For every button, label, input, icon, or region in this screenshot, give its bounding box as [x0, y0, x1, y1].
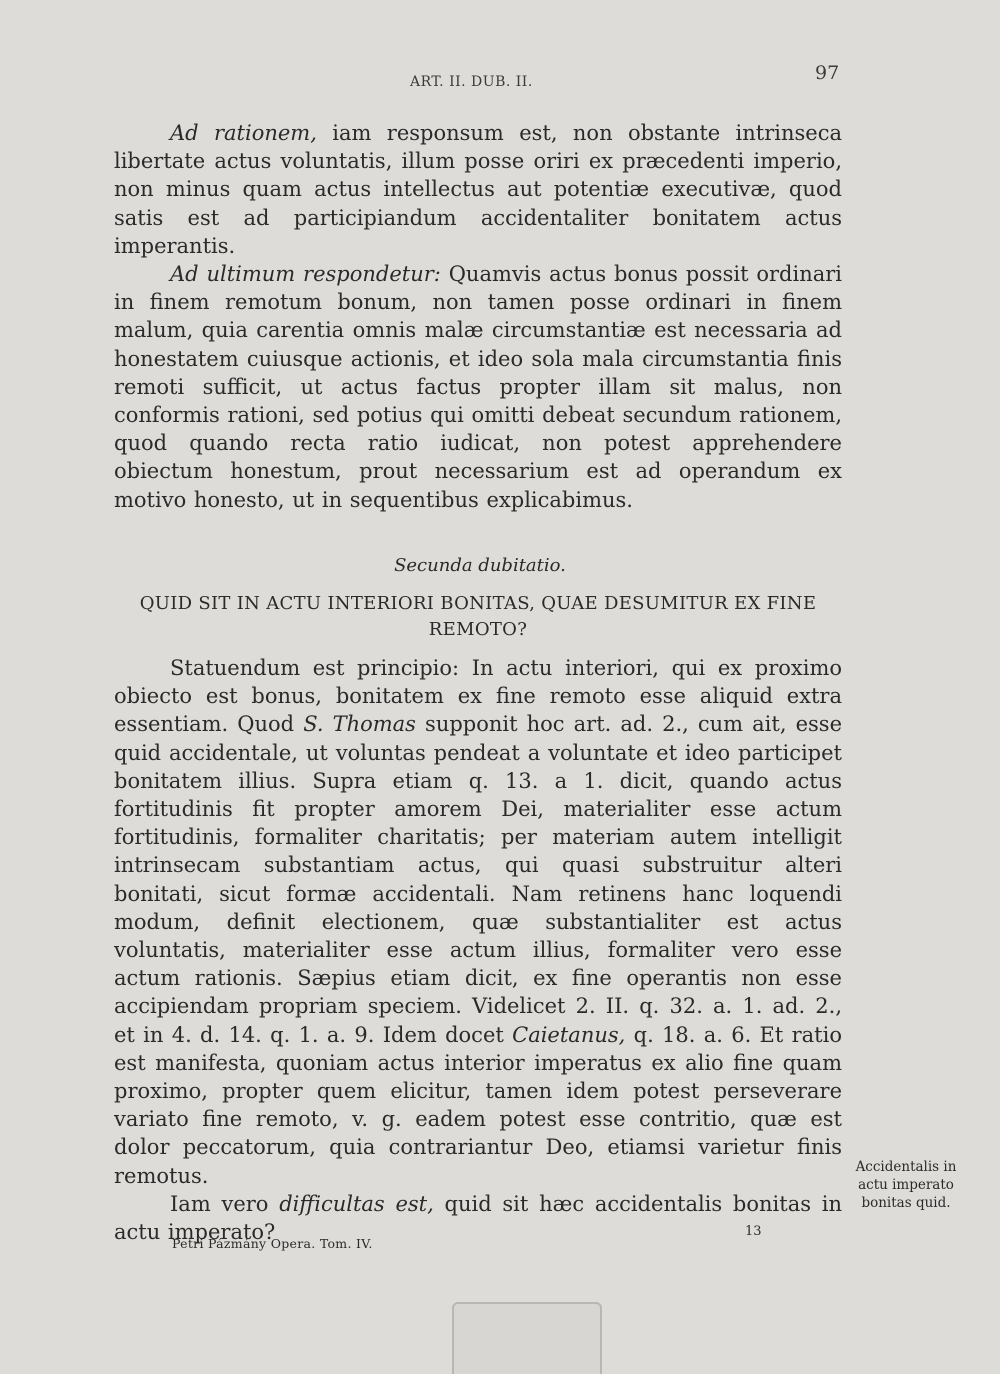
paragraph-text: Quamvis actus bonus possit ordinari in finem remotum bonum, non tamen posse ordinari in finem malum, quia carentia omnis malæ circumstantiæ est necessaria ad honestatem cuiusque actionis, et ideo sola mala circumstantia finis remoti sufficit, ut actus factus propter illam sit malus, non conformis rationi, sed potius qui omitti debeat secundum rationem, quod quando recta ratio iudicat, non potest apprehendere obiectum honestum, prout necessarium est ad operandum ex motivo honesto, ut in sequentibus explicabimus.	[114, 262, 842, 512]
italic-run: difficultas est,	[279, 1191, 434, 1216]
margin-note: Accidentalis in actu imperato bonitas quid.	[855, 1159, 957, 1211]
text-run: q. 18. a. 6. Et ratio est manifesta, quoniam actus interior imperatus ex alio fine quam proximo, propter quem elicitur, tamen idem potest perseverare variato fine remoto, v. g. eadem potest esse contritio, quæ est dolor peccatorum, quia contrariantur Deo, etiamsi varietur finis remotus.	[114, 1022, 842, 1188]
text-run: supponit hoc art. ad. 2., cum ait, esse quid accidentale, ut voluntas pendeat a voluntate et ideo participet bonitatem illius. Supra etiam q. 13. a 1. dicit, quando actus fortitudinis fit propter amorem Dei, materialiter esse actum fortitudinis, formaliter charitatis; per materiam autem intelligit intrinsecam substantiam actus, qui quasi substruitur alteri bonitati, sicut formæ accidentali. Nam retinens hanc loquendi modum, definit electionem, quæ substantialiter est actus voluntatis, materialiter esse actum illius, formaliter vero esse actum rationis. Sæpius etiam dicit, ex fine operantis non esse accipiendam propriam speciem. Videlicet 2. II. q. 32. a. 1. ad. 2., et in 4. d. 14. q. 1. a. 9. Idem docet	[114, 712, 842, 1047]
section-question: QUID SIT IN ACTU INTERIORI BONITAS, QUAE DESUMITUR EX FINE REMOTO?	[139, 593, 817, 640]
paragraph-text: iam responsum est, non obstante intrinseca libertate actus voluntatis, illum posse oriri ex præcedenti imperio, non minus quam actus intellectus aut potentiæ executivæ, quod satis est ad participiandum accidentaliter bonitatem actus imperantis.	[114, 121, 842, 258]
library-stamp	[452, 1302, 602, 1374]
text-run: quid sit hæc accidentalis bonitas in actu imperato?	[114, 1191, 842, 1245]
section-subtitle: Secunda dubitatio.	[394, 555, 566, 576]
running-head: ART. II. DUB. II.	[410, 74, 533, 90]
paragraph-statuendum	[114, 654, 842, 1190]
paragraph-ad-rationem	[114, 119, 842, 260]
paragraph-lead: Ad ultimum respondetur:	[170, 262, 441, 287]
printer-signature: Petri Pázmány Opera. Tom. IV.	[172, 1236, 373, 1251]
italic-run: S. Thomas	[303, 712, 416, 737]
page-number: 97	[815, 62, 840, 84]
paragraph-lead: Ad rationem,	[170, 121, 317, 145]
signature-number: 13	[745, 1224, 762, 1239]
text-run: Iam vero	[170, 1191, 280, 1216]
italic-run: Caietanus,	[512, 1022, 626, 1047]
text-run: Statuendum est principio: In actu interiori, qui ex proximo obiecto est bonus, bonitatem ex fine remoto esse aliquid extra essentiam. Quod	[114, 656, 842, 737]
text-block-2	[114, 654, 842, 1246]
text-block-1	[114, 119, 842, 514]
paragraph-ad-ultimum	[114, 260, 842, 514]
